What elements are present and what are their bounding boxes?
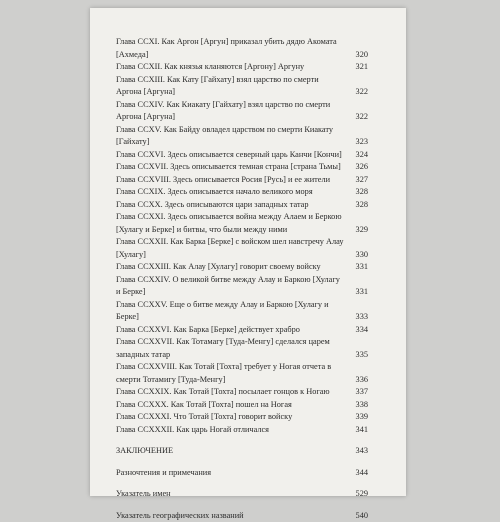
page-number: 341 xyxy=(356,424,368,437)
page-number: 331 xyxy=(356,286,368,299)
toc-entry: Глава CCXXVIII. Как Тотай [Тохта] требует у Ногая отчета в смерти Тотамигу [Туда-Менгу] 336 xyxy=(116,361,368,386)
toc-entry: Глава CCXXXI. Что Тотай [Тохта] говорит войску 339 xyxy=(116,411,368,424)
page-number: 324 xyxy=(356,149,368,162)
page-number: 334 xyxy=(356,324,368,337)
toc-entry-name-index: Указатель имен 529 xyxy=(116,488,368,501)
page-number: 326 xyxy=(356,161,368,174)
page-number: 336 xyxy=(356,374,368,387)
page-number: 323 xyxy=(356,136,368,149)
page-number: 328 xyxy=(356,186,368,199)
toc-entry: Глава CCXVI. Здесь описывается северный царь Канчи [Кончи] 324 xyxy=(116,149,368,162)
page-number: 333 xyxy=(356,311,368,324)
toc-entry: Глава CCXVII. Здесь описывается темная страна [страна Тьмы] 326 xyxy=(116,161,368,174)
toc-entry: Глава CCXXIII. Как Алау [Хулагу] говорит своему войску 331 xyxy=(116,261,368,274)
book-page xyxy=(90,8,406,496)
toc-entry: Глава CCXXIV. О великой битве между Алау и Баркою [Хулагу и Берке] 331 xyxy=(116,274,368,299)
page-number: 322 xyxy=(356,111,368,124)
page-number: 322 xyxy=(356,86,368,99)
page-number: 343 xyxy=(356,445,368,458)
toc-entry: Глава CCXI. Как Аргон [Аргун] приказал убить дядю Акомата [Ахмеда] 320 xyxy=(116,36,368,61)
toc-entry-notes: Разночтения и примечания 344 xyxy=(116,467,368,480)
toc-entry: Глава CCXIX. Здесь описывается начало великого моря 328 xyxy=(116,186,368,199)
toc-entry-geo-index: Указатель географических названий 540 xyxy=(116,510,368,522)
page-number: 338 xyxy=(356,399,368,412)
page-number: 328 xyxy=(356,199,368,212)
page-number: 331 xyxy=(356,261,368,274)
toc-entry: Глава CCXIV. Как Киакату [Гайхату] взял царство по смерти Аргона [Аргуна] 322 xyxy=(116,99,368,124)
toc-entry: Глава CCXIII. Как Кату [Гайхату] взял царство по смерти Аргона [Аргуна] 322 xyxy=(116,74,368,99)
page-number: 344 xyxy=(356,467,368,480)
page-number: 330 xyxy=(356,249,368,262)
toc-entry: Глава CCXVIII. Здесь описывается Росия [Русь] и ее жители 327 xyxy=(116,174,368,187)
toc-entry: Глава CCXX. Здесь описываются цари западных татар 328 xyxy=(116,199,368,212)
page-number: 529 xyxy=(356,488,368,501)
page-number: 540 xyxy=(356,510,368,522)
toc-entry: Глава CCXV. Как Байду овладел царством по смерти Киакату [Гайхату] 323 xyxy=(116,124,368,149)
toc-entry: Глава CCXXVI. Как Барка [Берке] действует храбро 334 xyxy=(116,324,368,337)
toc-entry: Глава CCXXV. Еще о битве между Алау и Баркою [Хулагу и Берке] 333 xyxy=(116,299,368,324)
page-number: 337 xyxy=(356,386,368,399)
toc-entry: Глава CCXXI. Здесь описывается война между Алаем и Беркою [Хулагу и Берке] и битвы, что были между ними 329 xyxy=(116,211,368,236)
page-number: 335 xyxy=(356,349,368,362)
page-number: 329 xyxy=(356,224,368,237)
page-number: 339 xyxy=(356,411,368,424)
table-of-contents xyxy=(116,36,368,522)
toc-entry: Глава CCXXIX. Как Тотай [Тохта] посылает гонцов к Ногаю 337 xyxy=(116,386,368,399)
page-number: 327 xyxy=(356,174,368,187)
toc-entry: Глава CCXII. Как князья кланяются [Аргону] Аргуну 321 xyxy=(116,61,368,74)
toc-entry-conclusion: ЗАКЛЮЧЕНИЕ 343 xyxy=(116,445,368,458)
toc-entry: Глава CCXXXII. Как царь Ногай отличался 341 xyxy=(116,424,368,437)
toc-entry: Глава CCXXVII. Как Тотамагу [Туда-Менгу] сделался царем западных татар 335 xyxy=(116,336,368,361)
toc-entry: Глава CCXXX. Как Тотай [Тохта] пошел на Ногая 338 xyxy=(116,399,368,412)
page-number: 320 xyxy=(356,49,368,62)
page-number: 321 xyxy=(356,61,368,74)
toc-entry: Глава CCXXII. Как Барка [Берке] с войском шел навстречу Алау [Хулагу] 330 xyxy=(116,236,368,261)
